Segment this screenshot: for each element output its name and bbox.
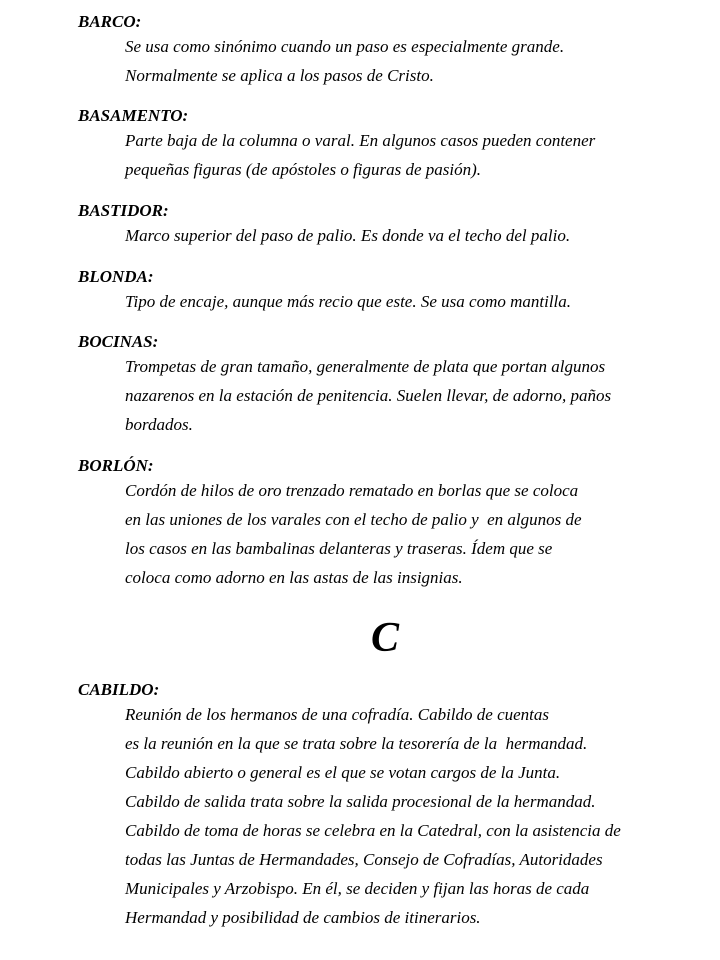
definition-line: es la reunión en la que se trata sobre la tesorería de la hermandad. — [125, 734, 588, 753]
glossary-entry-borlon — [78, 456, 708, 592]
definition-line: coloca como adorno en las astas de las insignias. — [125, 568, 463, 587]
definition-line: Cabildo abierto o general es el que se votan cargos de la Junta. — [125, 763, 561, 782]
entry-definition — [125, 126, 708, 184]
glossary-entry-blonda — [78, 267, 708, 316]
entry-definition — [125, 221, 708, 250]
entry-term: BASAMENTO: — [78, 106, 189, 125]
definition-line: Trompetas de gran tamaño, generalmente de plata que portan algunos — [125, 357, 606, 376]
glossary-entry-barco — [78, 12, 708, 90]
definition-line: nazarenos en la estación de penitencia. Suelen llevar, de adorno, paños — [125, 386, 612, 405]
definition-line: Municipales y Arzobispo. En él, se deciden y fijan las horas de cada — [125, 879, 590, 898]
definition-line: Marco superior del paso de palio. Es donde va el techo del palio. — [125, 226, 571, 245]
definition-line: Normalmente se aplica a los pasos de Cristo. — [125, 66, 434, 85]
entry-definition — [125, 32, 708, 90]
entry-definition — [125, 476, 708, 592]
definition-line: Se usa como sinónimo cuando un paso es especialmente grande. — [125, 37, 565, 56]
definition-line: bordados. — [125, 415, 193, 434]
definition-line: Tipo de encaje, aunque más recio que este. Se usa como mantilla. — [125, 292, 572, 311]
glossary-entry-bastidor — [78, 201, 708, 250]
definition-line: Hermandad y posibilidad de cambios de itinerarios. — [125, 908, 481, 927]
entry-term: BLONDA: — [78, 267, 154, 286]
section-letter-heading: C — [370, 615, 399, 661]
definition-line: Parte baja de la columna o varal. En algunos casos pueden contener — [125, 131, 596, 150]
entry-definition — [125, 352, 708, 439]
definition-line: Cordón de hilos de oro trenzado rematado en borlas que se coloca — [125, 481, 579, 500]
definition-line: Reunión de los hermanos de una cofradía. Cabildo de cuentas — [125, 705, 550, 724]
entry-term: CABILDO: — [78, 680, 160, 699]
definition-line: los casos en las bambalinas delanteras y traseras. Ídem que se — [125, 539, 553, 558]
entry-definition — [125, 287, 708, 316]
glossary-entry-cabildo — [78, 680, 708, 932]
entry-term: BARCO: — [78, 12, 142, 31]
definition-line: todas las Juntas de Hermandades, Consejo de Cofradías, Autoridades — [125, 850, 603, 869]
glossary-entry-basamento — [78, 106, 708, 184]
entry-definition — [125, 700, 708, 932]
entry-term: BOCINAS: — [78, 332, 159, 351]
glossary-entry-bocinas — [78, 332, 708, 439]
definition-line: en las uniones de los varales con el techo de palio y en algunos de — [125, 510, 582, 529]
entry-term: BASTIDOR: — [78, 201, 169, 220]
definition-line: Cabildo de toma de horas se celebra en la Catedral, con la asistencia de — [125, 821, 621, 840]
definition-line: Cabildo de salida trata sobre la salida procesional de la hermandad. — [125, 792, 596, 811]
entry-term: BORLÓN: — [78, 456, 154, 475]
definition-line: pequeñas figuras (de apóstoles o figuras de pasión). — [125, 160, 482, 179]
